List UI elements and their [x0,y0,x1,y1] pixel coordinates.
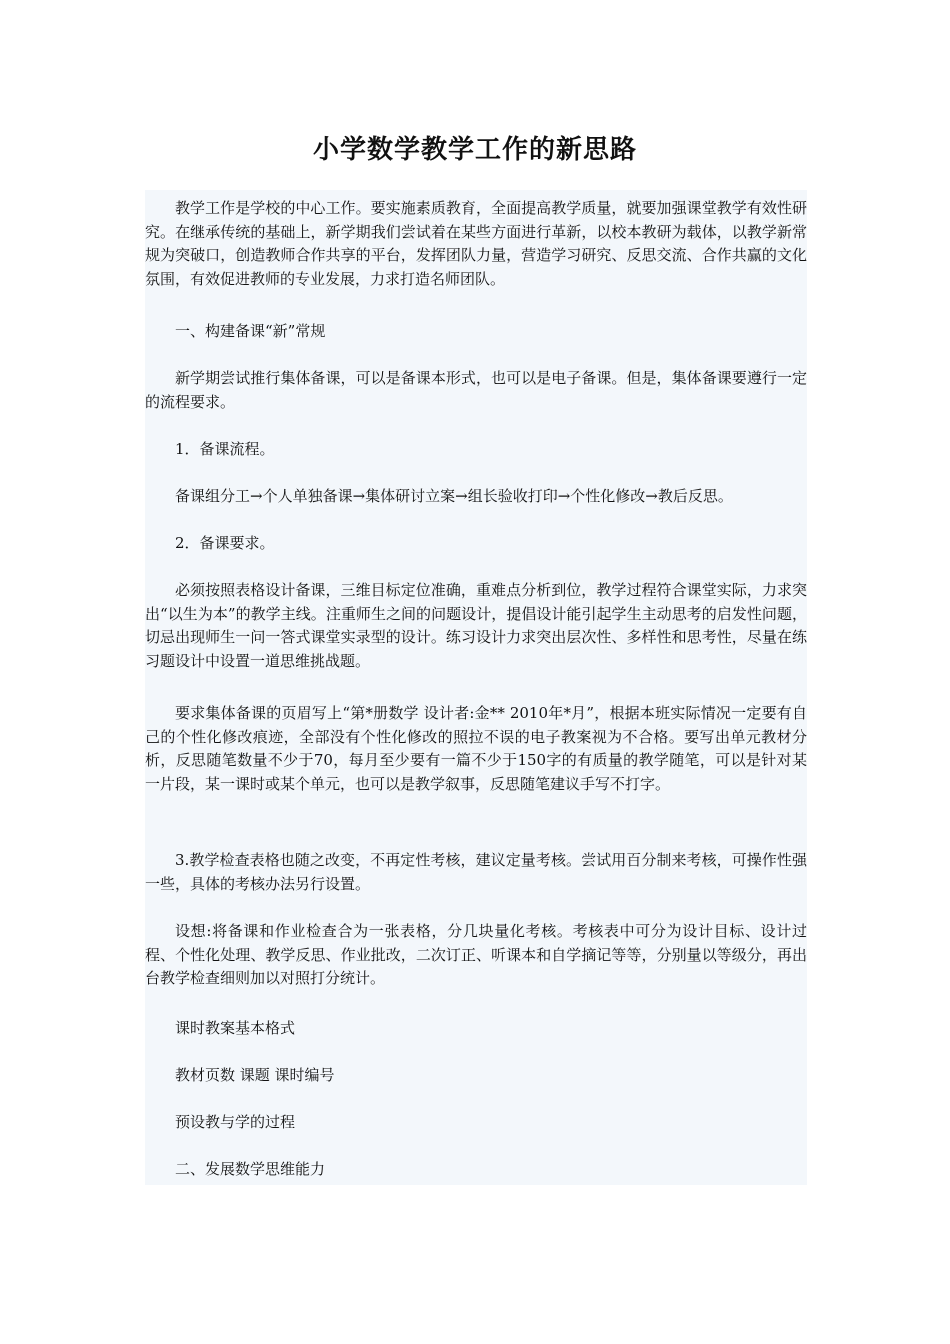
paragraph-design-requirements: 必须按照表格设计备课，三维目标定位准确，重难点分析到位，教学过程符合课堂实际，力求突出“以生为本”的教学主线。注重师生之间的问题设计，提倡设计能引起学生主动思考的启发性问题，切忌出现师生一问一答式课堂实录型的设计。练习设计力求突出层次性、多样性和思考性，尽量在练习题设计中设置一道思维挑战题。 [145,581,807,670]
paragraph-collective-prep: 新学期尝试推行集体备课，可以是备课本形式，也可以是电子备课。但是，集体备课要遵行一定的流程要求。 [145,369,807,411]
paragraph-header-requirements: 要求集体备课的页眉写上“第*册数学 设计者:金** 2010年*月”，根据本班实际情况一定要有自己的个性化修改痕迹，全部没有个性化修改的照拉不误的电子教案视为不合格。要写出单元教材分析，反思随笔数量不少于70，每月至少要有一篇不少于150字的有质量的教学随笔，可以是针对某一片段，某一课时或某个单元，也可以是教学叙事，反思随笔建议手写不打字。 [145,704,807,793]
paragraph-inspection-form: 3.教学检查表格也随之改变，不再定性考核，建议定量考核。尝试用百分制来考核，可操作性强一些，具体的考核办法另行设置。 [145,851,807,893]
intro-paragraph: 教学工作是学校的中心工作。要实施素质教育，全面提高教学质量，就要加强课堂教学有效性研究。在继承传统的基础上，新学期我们尝试着在某些方面进行革新，以校本教研为载体，以教学新常规为突破口，创造教师合作共享的平台，发挥团队力量，营造学习研究、反思交流、合作共赢的文化氛围，有效促进教师的专业发展，力求打造名师团队。 [145,199,807,288]
page-title: 小学数学教学工作的新思路 [312,135,637,165]
section-heading-1: 一、构建备课“新”常规 [175,322,326,340]
lesson-plan-format: 课时教案基本格式 [175,1019,296,1037]
lesson-plan-fields: 教材页数 课题 课时编号 [175,1066,335,1084]
subheading-prep-process: 1．备课流程。 [175,440,275,458]
paragraph-prep-flow: 备课组分工→个人单独备课→集体研讨立案→组长验收打印→个性化修改→教后反思。 [175,487,733,505]
section-heading-2: 二、发展数学思维能力 [175,1160,326,1178]
paragraph-proposal: 设想:将备课和作业检查合为一张表格，分几块量化考核。考核表中可分为设计目标、设计过程、个性化处理、教学反思、作业批改，二次订正、听课本和自学摘记等等，分别量以等级分，再出台教学检查细则加以对照打分统计。 [145,922,807,987]
lesson-plan-process: 预设教与学的过程 [175,1113,296,1131]
subheading-prep-requirements: 2．备课要求。 [175,534,275,552]
